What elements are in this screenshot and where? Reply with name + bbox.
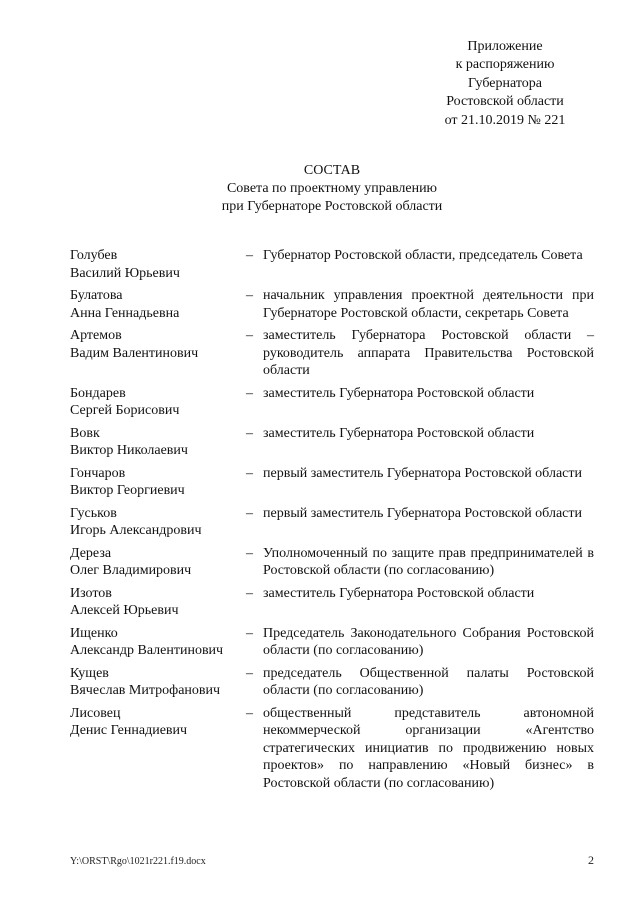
member-role: заместитель Губернатора Ростовской области — [263, 585, 535, 601]
member-role: первый заместитель Губернатора Ростовской области — [263, 465, 582, 481]
member-row — [70, 385, 594, 420]
member-dash: – — [246, 385, 253, 401]
attachment-line: Губернатора — [467, 75, 543, 91]
member-surname: Гуськов — [70, 505, 117, 521]
member-surname: Лисовец — [70, 705, 121, 721]
member-surname: Бондарев — [70, 385, 126, 401]
member-given-name: Вадим Валентинович — [70, 345, 199, 361]
member-dash: – — [246, 328, 253, 343]
member-given-name: Алексей Юрьевич — [70, 603, 179, 618]
member-role: Уполномоченный по защите прав предпринимателей в Ростовской области (по согласованию) — [263, 545, 594, 578]
member-row — [70, 585, 594, 620]
member-role: Губернатор Ростовской области, председатель Совета — [263, 248, 583, 263]
member-role: начальник управления проектной деятельности при Губернаторе Ростовской области, секретарь Совета — [263, 288, 594, 321]
member-name — [70, 287, 246, 322]
member-given-name: Олег Владимирович — [70, 563, 192, 578]
attachment-header — [400, 38, 610, 130]
member-surname: Артемов — [70, 328, 122, 343]
page-number: 2 — [588, 853, 594, 867]
member-surname: Изотов — [70, 585, 112, 601]
member-name — [70, 505, 246, 540]
member-row — [70, 705, 594, 793]
member-row — [70, 247, 594, 282]
member-surname: Булатова — [70, 288, 123, 303]
member-role: председатель Общественной палаты Ростовской области (по согласованию) — [263, 665, 594, 698]
document-title — [0, 162, 640, 216]
member-surname: Гончаров — [70, 465, 126, 481]
attachment-line: Ростовской области — [446, 94, 564, 110]
member-role: первый заместитель Губернатора Ростовской области — [263, 505, 582, 521]
member-name — [70, 545, 246, 580]
member-given-name: Денис Геннадиевич — [70, 723, 188, 738]
member-dash: – — [246, 625, 253, 641]
member-dash: – — [246, 665, 253, 681]
attachment-line: к распоряжению — [455, 57, 555, 73]
member-given-name: Виктор Николаевич — [70, 443, 188, 458]
member-row — [70, 327, 594, 380]
attachment-line: от 21.10.2019 № 221 — [444, 112, 566, 128]
member-name — [70, 385, 246, 420]
member-row — [70, 287, 594, 322]
member-name — [70, 327, 246, 380]
member-name — [70, 705, 246, 793]
member-dash: – — [246, 585, 253, 601]
member-row — [70, 545, 594, 580]
member-given-name: Сергей Борисович — [70, 403, 180, 418]
member-given-name: Василий Юрьевич — [70, 265, 180, 281]
footer-file-path: Y:\ORST\Rgo\1021r221.f19.docx — [70, 856, 206, 867]
member-dash: – — [246, 248, 253, 263]
member-name — [70, 425, 246, 460]
member-dash: – — [246, 425, 253, 441]
member-row — [70, 465, 594, 500]
member-given-name: Игорь Александрович — [70, 523, 202, 538]
member-row — [70, 505, 594, 540]
member-name — [70, 247, 246, 282]
member-role: общественный представитель автономной некоммерческой организации «Агентство стратегических инициатив по продвижению новых проектов» по направлению «Новый бизнес» в Ростовской области (по согласованию) — [263, 705, 594, 791]
member-given-name: Анна Геннадьевна — [70, 305, 180, 321]
attachment-line: Приложение — [467, 39, 543, 54]
title-subtitle-line: Совета по проектному управлению — [226, 181, 438, 196]
member-surname: Кущев — [70, 665, 109, 681]
member-name — [70, 585, 246, 620]
member-dash: – — [246, 465, 253, 481]
member-role: заместитель Губернатора Ростовской области – руководитель аппарата Правительства Ростовской области — [263, 328, 594, 378]
member-name — [70, 625, 246, 660]
member-role: заместитель Губернатора Ростовской области — [263, 385, 535, 401]
title-heading: СОСТАВ — [303, 163, 361, 178]
title-subtitle-line: при Губернаторе Ростовской области — [221, 199, 443, 214]
members-list — [70, 247, 594, 797]
member-dash: – — [246, 505, 253, 521]
member-dash: – — [246, 545, 253, 561]
member-role: Председатель Законодательного Собрания Ростовской области (по согласованию) — [263, 625, 594, 658]
member-row — [70, 625, 594, 660]
member-dash: – — [246, 705, 253, 721]
member-name — [70, 665, 246, 700]
member-row — [70, 665, 594, 700]
member-surname: Вовк — [70, 425, 100, 441]
member-surname: Ищенко — [70, 625, 118, 641]
member-name — [70, 465, 246, 500]
member-surname: Голубев — [70, 248, 118, 263]
member-role: заместитель Губернатора Ростовской области — [263, 425, 535, 441]
member-surname: Дереза — [70, 545, 112, 561]
member-row — [70, 425, 594, 460]
member-given-name: Виктор Георгиевич — [70, 483, 185, 498]
member-given-name: Вячеслав Митрофанович — [70, 683, 221, 698]
member-given-name: Александр Валентинович — [70, 643, 224, 658]
member-dash: – — [246, 288, 253, 303]
